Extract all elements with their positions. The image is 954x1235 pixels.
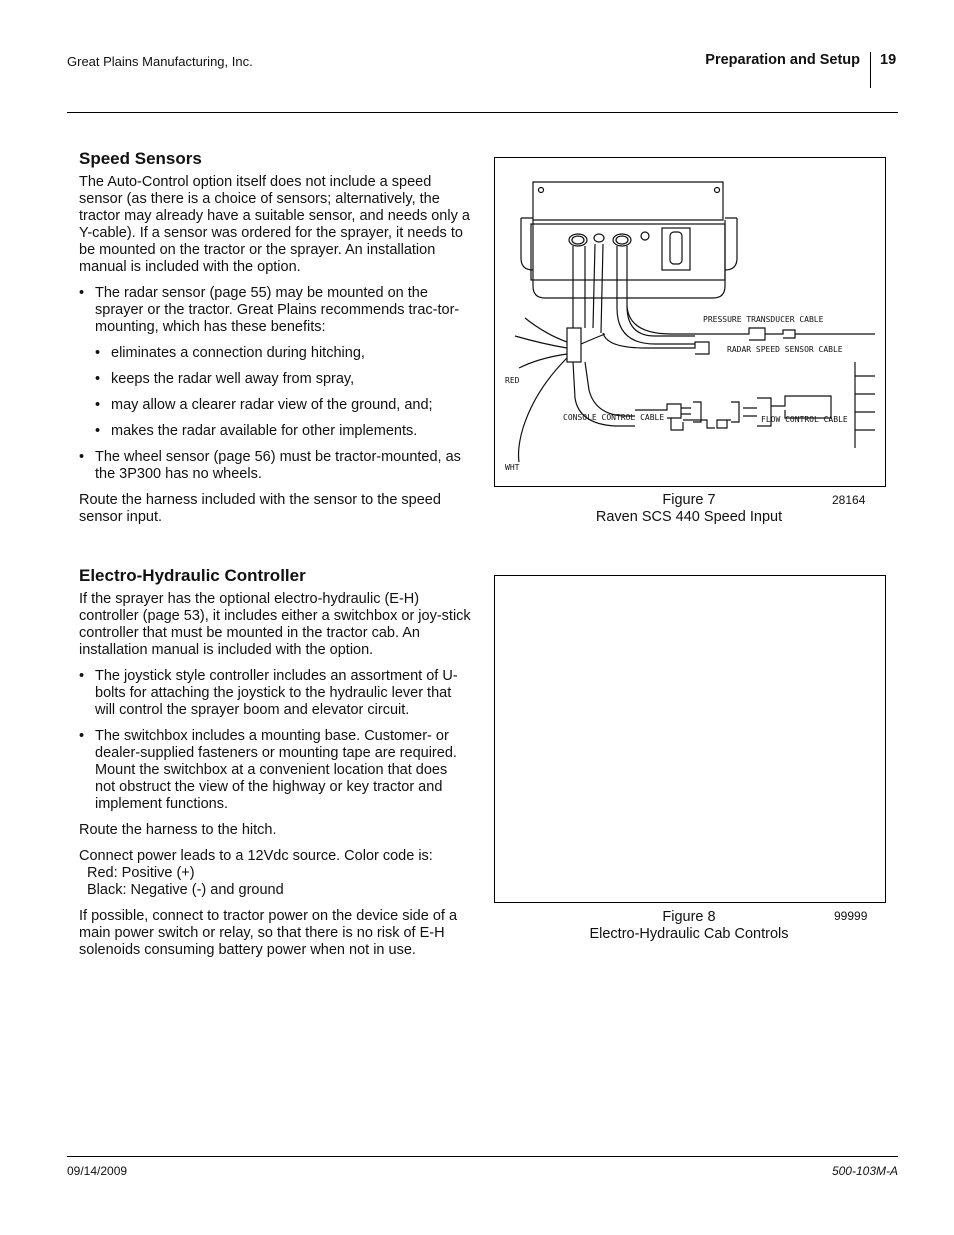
eh-controller-heading: Electro-Hydraulic Controller [79,566,306,585]
list-item: • The switchbox includes a mounting base. Customer- or dealer-supplied fasteners or mounting tape are required. Mount the switchbox at a convenient location that does not obstruct the view of the highway or key tractor and implement functions. [79,728,471,813]
speed-sensors-intro: The Auto-Control option itself does not include a speed sensor (as there is a choice of sensors; alternatively, the tractor may already have a suitable sensor, and needs only a Y-cable). If a sensor was ordered for the sprayer, it needs to be mounted on the tractor or the sprayer. An installation manual is included with the option. [79,174,470,275]
footer-date: 09/14/2009 [67,1164,128,1178]
eh-controller-list [79,668,471,813]
list-item: • may allow a clearer radar view of the ground, and; [95,397,471,414]
list-item: • keeps the radar well away from spray, [95,371,471,388]
figure8-label: Figure 8 [662,909,716,925]
eh-controller-outro: If possible, connect to tractor power on the device side of a main power switch or relay, so that there is no risk of E-H solenoids consuming battery power when not in use. [79,908,458,958]
figure8-box [494,575,886,903]
speed-sensors-heading: Speed Sensors [79,149,202,168]
white-wire-label: WHT [505,463,520,472]
figure8-caption [494,909,884,943]
section-title: Preparation and Setup [705,52,860,68]
list-item [79,285,471,440]
page-number: 19 [880,52,897,68]
power-black: Black: Negative (-) and ground [87,882,284,898]
figure7-title: Raven SCS 440 Speed Input [595,509,783,525]
header-divider [870,52,871,88]
list-item: • The joystick style controller includes an assortment of U-bolts for attaching the joystick to the hydraulic lever that will control the sprayer boom and elevator circuit. [79,668,471,719]
eh-controller-intro: If the sprayer has the optional electro-hydraulic (E-H) controller (page 53), it includes either a switchbox or joy-stick controller that must be mounted in the tractor cab. An installation manual is included with the option. [79,591,471,658]
footer-rule [67,1156,898,1157]
list-item: • eliminates a connection during hitching, [95,345,471,362]
figure8-title: Electro-Hydraulic Cab Controls [589,926,789,942]
flow-cable-label: FLOW CONTROL CABLE [761,415,848,424]
console-cable-label: CONSOLE CONTROL CABLE [563,413,665,422]
power-leads-text [79,848,471,899]
speed-sensors-section [79,149,471,535]
figure7-label: Figure 7 [662,492,716,508]
radar-sensor-bullet: The radar sensor (page 55) may be mounted on the sprayer or the tractor. Great Plains recommends trac-tor-mounting, which has these benefits: [95,285,460,335]
eh-controller-section [79,566,471,968]
figure7-caption [494,492,884,526]
header-rule [67,112,898,113]
figure7-number: 28164 [832,493,866,507]
red-wire-label: RED [505,376,520,385]
footer-doc-number: 500-103M-A [831,1164,898,1178]
list-item: • The wheel sensor (page 56) must be tractor-mounted, as the 3P300 has no wheels. [79,449,471,483]
pressure-cable-label: PRESSURE TRANSDUCER CABLE [703,315,824,324]
list-item: • makes the radar available for other implements. [95,423,471,440]
figure7-box [494,157,886,487]
speed-sensors-outro: Route the harness included with the sensor to the speed sensor input. [79,492,441,525]
radar-cable-label: RADAR SPEED SENSOR CABLE [727,345,843,354]
company-name: Great Plains Manufacturing, Inc. [67,54,253,69]
speed-sensors-list [79,285,471,483]
figure8-number: 99999 [834,909,868,923]
benefits-list [95,345,471,440]
power-red: Red: Positive (+) [87,865,195,881]
raven-speed-input-diagram [495,158,885,486]
power-intro: Connect power leads to a 12Vdc source. Color code is: [79,848,433,864]
route-harness-text: Route the harness to the hitch. [79,822,277,838]
